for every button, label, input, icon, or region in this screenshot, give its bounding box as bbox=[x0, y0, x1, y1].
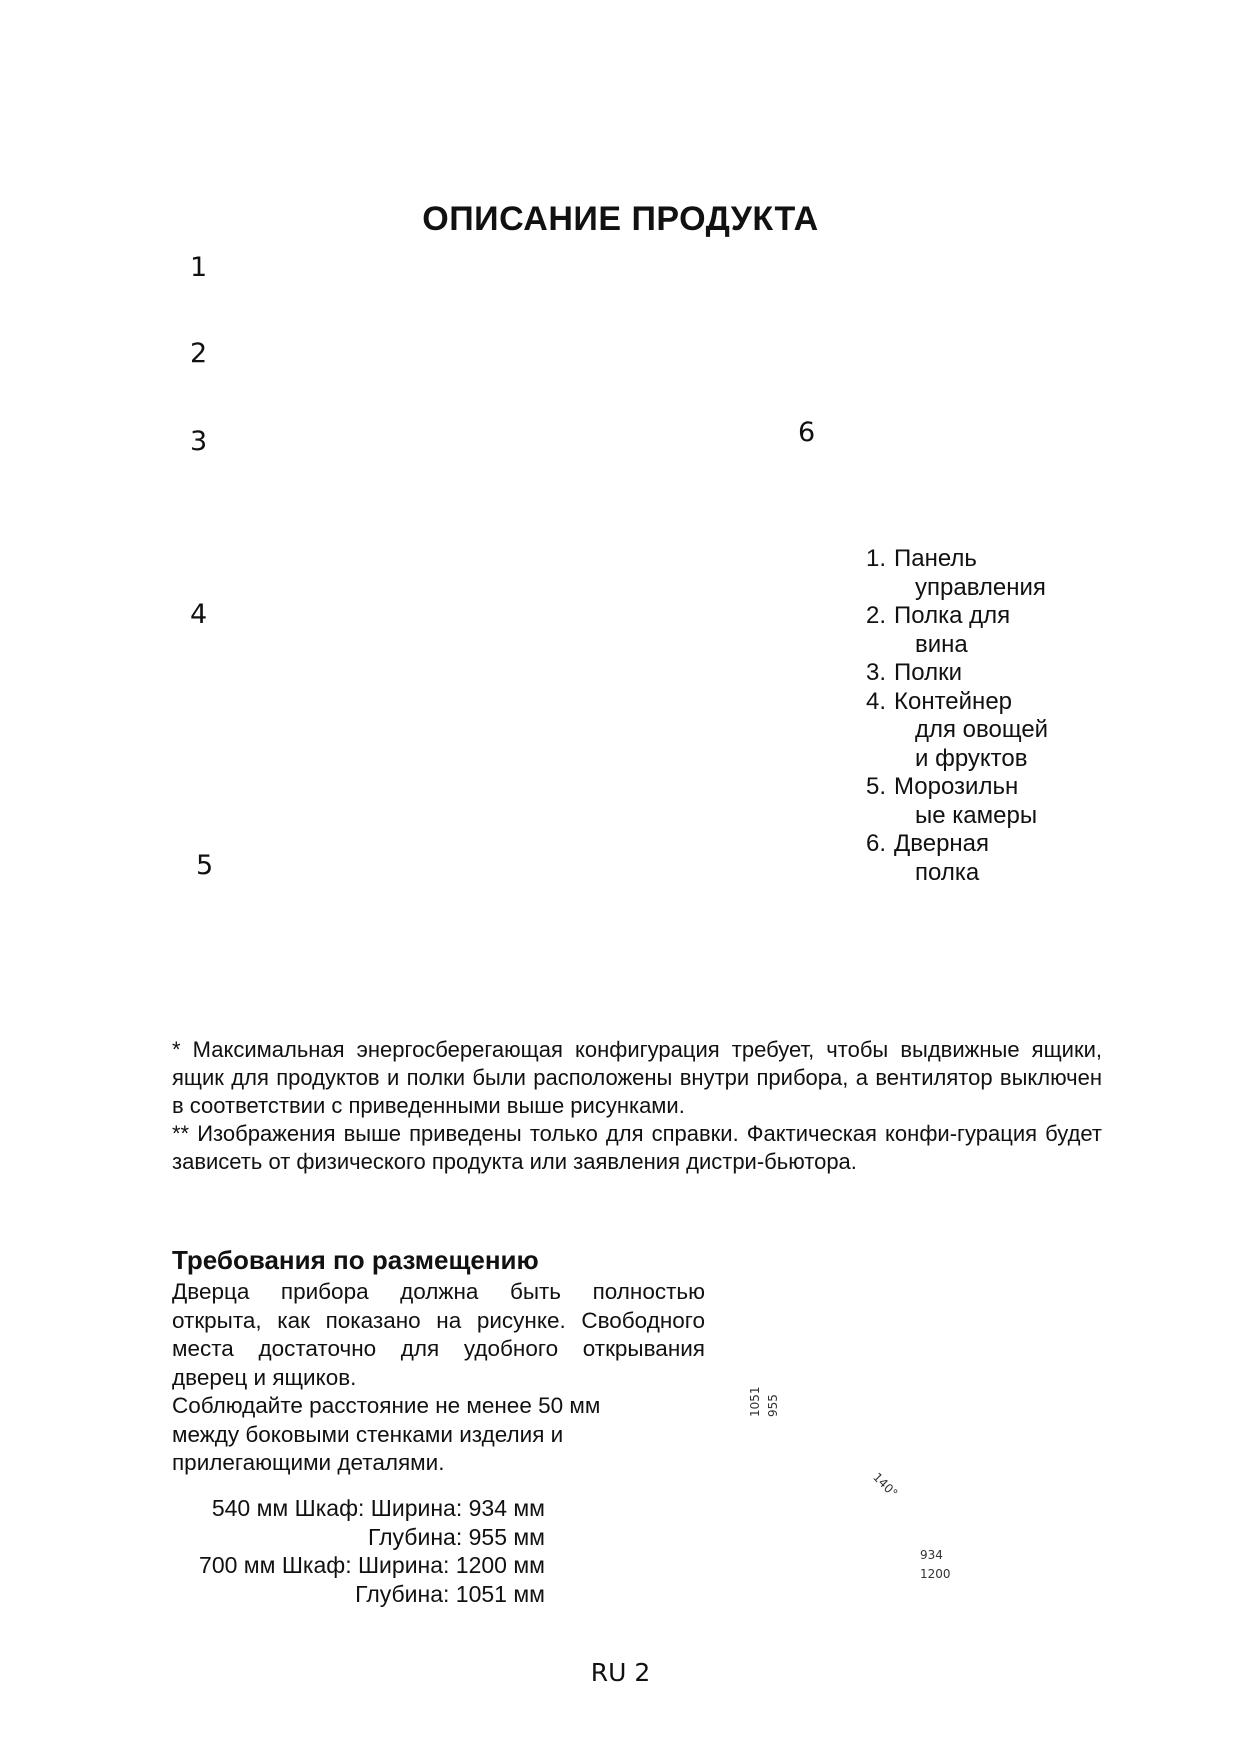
legend-number: 5. bbox=[866, 773, 887, 800]
depth-label-955: 955 bbox=[766, 1394, 780, 1417]
legend-label: Панель bbox=[894, 545, 977, 572]
dimension-row: Глубина: 1051 мм bbox=[355, 1580, 545, 1607]
legend-item bbox=[866, 773, 1096, 830]
legend-label-cont: и фруктов bbox=[915, 744, 1028, 772]
door-angle-label: 140° bbox=[870, 1470, 901, 1501]
parts-legend bbox=[866, 545, 1096, 887]
legend-item bbox=[866, 830, 1096, 887]
reference-note: ** Изображения выше приведены только для справки. Фактическая конфи-гурация будет зависеть от физического продукта или заявления дистри-бьютора. bbox=[172, 1121, 1102, 1174]
placement-line: между боковыми стенками изделия и bbox=[172, 1421, 564, 1447]
legend-label: Контейнер bbox=[894, 687, 1013, 715]
dimension-row: Глубина: 955 мм bbox=[367, 1523, 545, 1550]
page-title: ОПИСАНИЕ ПРОДУКТА bbox=[422, 200, 819, 238]
callout-1: 1 bbox=[190, 252, 208, 283]
legend-number: 4. bbox=[866, 687, 887, 715]
placement-heading: Требования по размещению bbox=[172, 1245, 539, 1275]
placement-line: дверец и ящиков. bbox=[172, 1364, 357, 1390]
placement-line: места достаточно для удобного открывания bbox=[172, 1336, 705, 1361]
notes-block bbox=[172, 1036, 1102, 1176]
callout-2: 2 bbox=[190, 338, 208, 369]
callout-4: 4 bbox=[190, 599, 208, 630]
callout-3: 3 bbox=[190, 426, 208, 457]
legend-number: 2. bbox=[866, 602, 887, 629]
legend-number: 6. bbox=[866, 830, 887, 857]
dimension-row: 540 мм Шкаф: Ширина: 934 мм bbox=[211, 1495, 545, 1521]
page-number: RU 2 bbox=[590, 1658, 651, 1687]
callout-5: 5 bbox=[196, 850, 214, 881]
legend-label-cont: управления bbox=[915, 573, 1046, 601]
legend-label: Дверная bbox=[894, 830, 990, 857]
width-label-934: 934 bbox=[920, 1548, 943, 1562]
legend-item bbox=[866, 659, 1096, 688]
legend-label: Морозильн bbox=[894, 773, 1019, 800]
placement-text bbox=[172, 1278, 705, 1478]
dimension-row: 700 мм Шкаф: Ширина: 1200 мм bbox=[199, 1552, 545, 1578]
legend-number: 3. bbox=[866, 659, 887, 686]
placement-line: прилегающими деталями. bbox=[172, 1450, 445, 1475]
legend-item bbox=[866, 545, 1096, 602]
legend-item bbox=[866, 688, 1096, 774]
legend-label: Полка для bbox=[894, 602, 1011, 629]
energy-note: * Максимальная энергосберегающая конфигурация требует, чтобы выдвижные ящики, ящик для продуктов и полки были расположены внутри прибора, а вентилятор выключен в соответствии с приведенными выше рисунками. bbox=[172, 1037, 1102, 1118]
legend-label-cont: для овощей bbox=[915, 716, 1049, 743]
placement-line: открыта, как показано на рисунке. Свободного bbox=[172, 1307, 705, 1333]
placement-line: Дверца прибора должна быть полностью bbox=[172, 1279, 705, 1304]
legend-number: 1. bbox=[866, 545, 887, 572]
depth-label-1051: 1051 bbox=[748, 1386, 762, 1417]
placement-line: Соблюдайте расстояние не менее 50 мм bbox=[172, 1393, 601, 1418]
legend-label-cont: вина bbox=[915, 630, 968, 658]
legend-label-cont: ые камеры bbox=[915, 801, 1038, 829]
callout-6: 6 bbox=[798, 417, 816, 448]
legend-label-cont: полка bbox=[915, 858, 980, 886]
legend-item bbox=[866, 602, 1096, 659]
width-label-1200: 1200 bbox=[920, 1567, 951, 1581]
cabinet-dimensions bbox=[150, 1494, 545, 1608]
legend-label: Полки bbox=[894, 659, 962, 686]
